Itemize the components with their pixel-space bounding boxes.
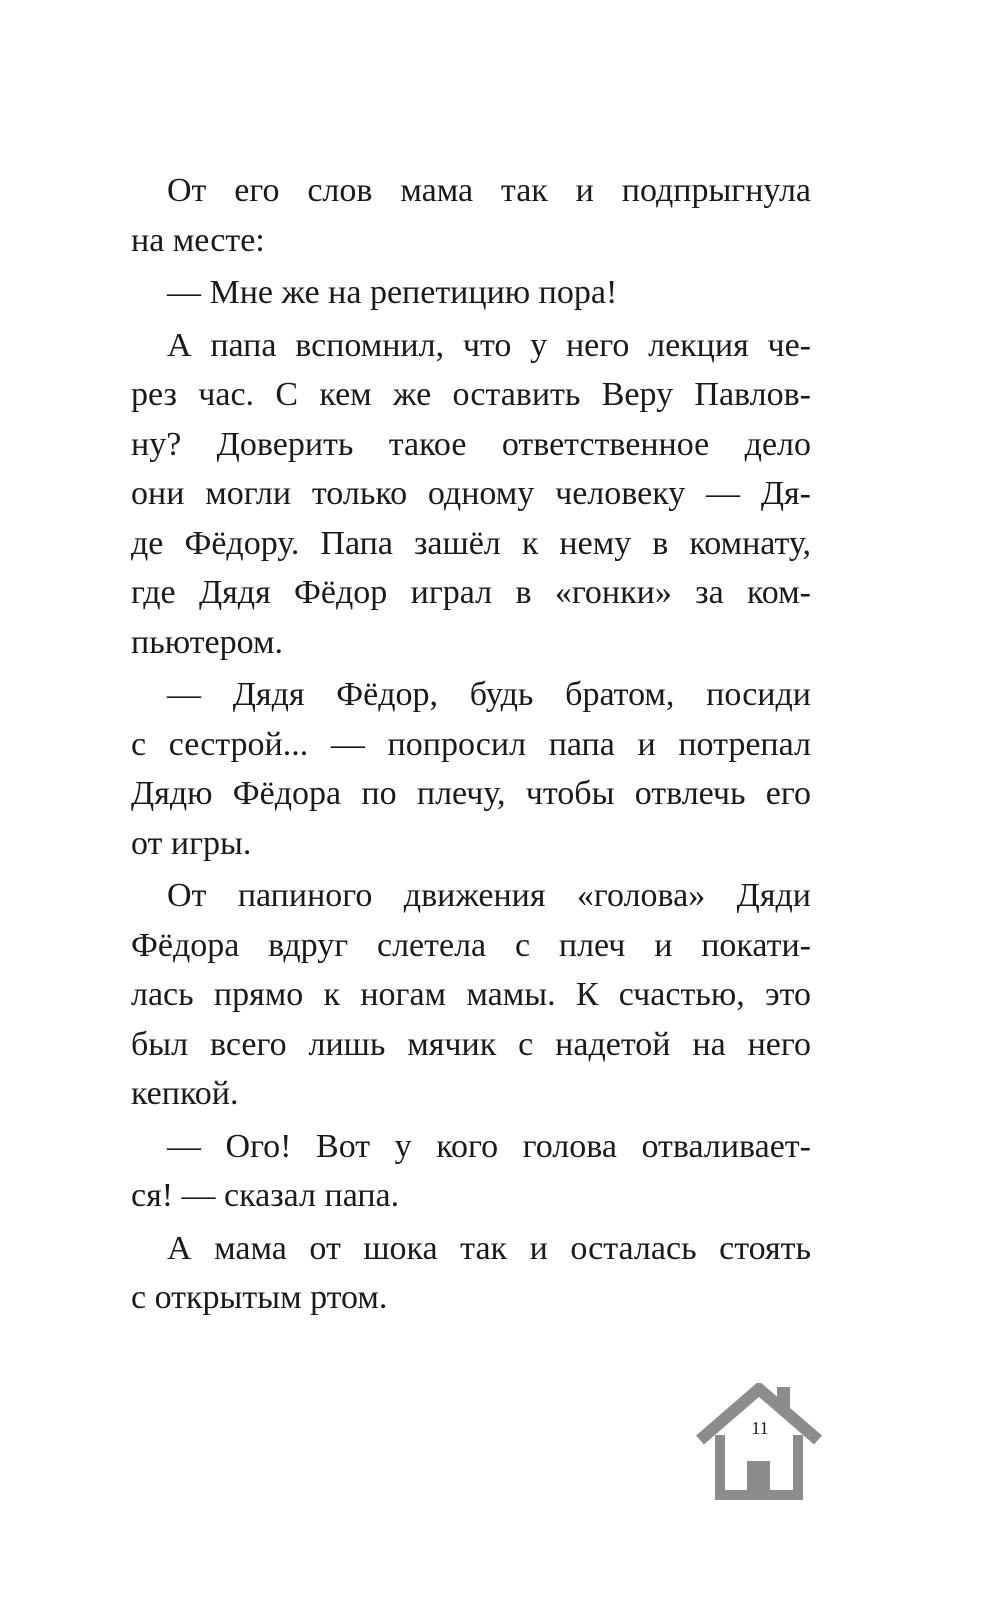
text-line: — Мне же на репетицию пора! bbox=[167, 274, 618, 311]
text-line: — Дядя Фёдор, будь братом, посиди bbox=[167, 676, 811, 713]
text-line: От его слов мама так и подпрыгнула bbox=[167, 172, 811, 209]
text-line: ся! — сказал папа. bbox=[131, 1177, 400, 1214]
text-line: А папа вспомнил, что у него лекция че- bbox=[167, 326, 811, 364]
text-line: — Ого! Вот у кого голова отваливает- bbox=[167, 1127, 811, 1165]
text-line: А мама от шока так и осталась стоять bbox=[167, 1229, 811, 1267]
text-line: на месте: bbox=[131, 221, 265, 259]
text-line: с открытым ртом. bbox=[131, 1279, 388, 1316]
text-line: ну? Доверить такое ответственное дело bbox=[131, 425, 811, 463]
text-line: был всего лишь мячик с надетой на него bbox=[131, 1025, 811, 1063]
text-line: лась прямо к ногам мамы. К счастью, это bbox=[131, 976, 811, 1013]
text-line: они могли только одному человеку — Дя- bbox=[131, 475, 811, 512]
text-line: рез час. С кем же оставить Веру Павлов- bbox=[131, 376, 811, 413]
text-line: от игры. bbox=[131, 824, 252, 862]
text-line: где Дядя Фёдор играл в «гонки» за ком- bbox=[131, 574, 811, 611]
text-line: От папиного движения «голова» Дяди bbox=[167, 877, 811, 914]
house-door bbox=[747, 1461, 770, 1497]
text-line: кепкой. bbox=[131, 1075, 239, 1112]
body-text bbox=[131, 166, 811, 1323]
house-icon bbox=[695, 1383, 823, 1504]
page-number: 11 bbox=[751, 1418, 769, 1438]
text-line: Дядю Фёдора по плечу, чтобы отвлечь его bbox=[131, 775, 811, 812]
text-line: с сестрой... — попросил папа и потрепал bbox=[131, 725, 811, 763]
text-line: Фёдора вдруг слетела с плеч и покати- bbox=[131, 926, 811, 964]
text-line: пьютером. bbox=[131, 623, 283, 661]
text-line: де Фёдору. Папа зашёл к нему в комнату, bbox=[131, 524, 811, 562]
